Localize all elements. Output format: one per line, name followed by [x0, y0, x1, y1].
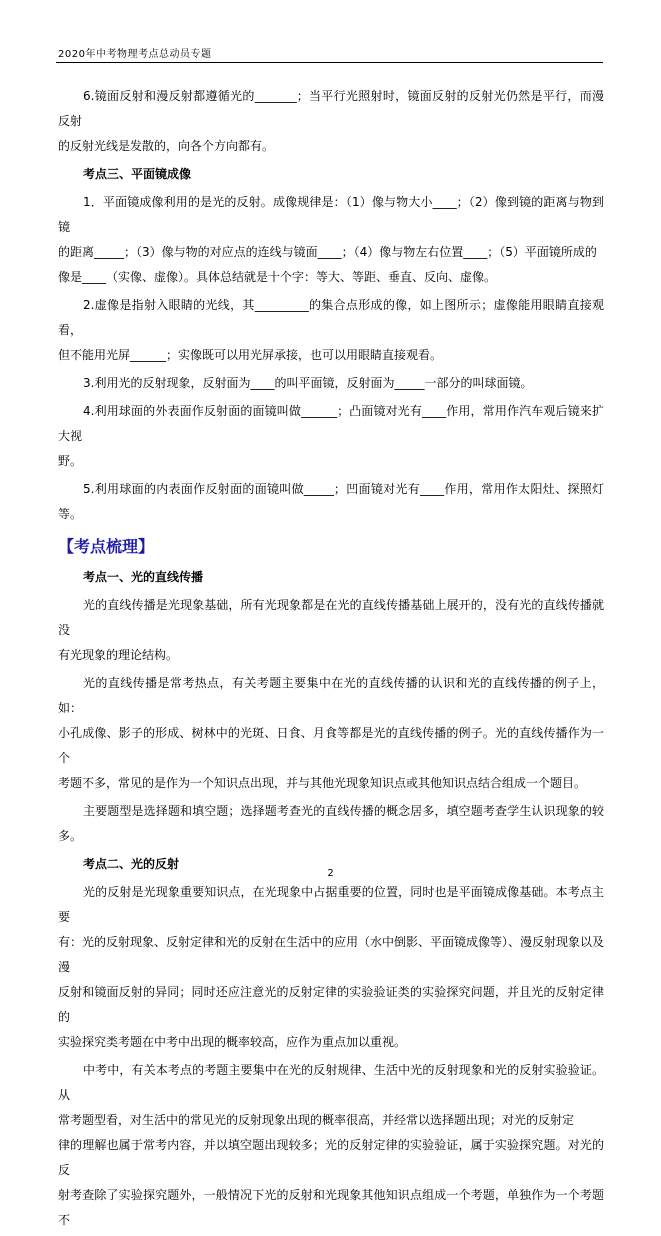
page-header: 2020年中考物理考点总动员专题: [58, 49, 212, 60]
header-rule: [56, 62, 603, 63]
page-number: 2: [327, 868, 334, 879]
k1-paragraph-1: [58, 593, 604, 668]
k1-paragraph-3: [58, 799, 604, 849]
text-line: 3.利用光的反射现象，反射面为____的叫平面镜，反射面为_____一部分的叫球面镜。: [83, 376, 533, 390]
text-line: 有：光的反射现象、反射定律和光的反射在生活中的应用（水中倒影、平面镜成像等）、漫反射现象以及漫: [58, 935, 605, 974]
text-line: 光的直线传播是常考热点，有关考题主要集中在光的直线传播的认识和光的直线传播的例子上，如：: [58, 676, 604, 715]
text-line: 4.利用球面的外表面作反射面的面镜叫做______；凸面镜对光有____作用，常用作汽车观后镜来扩大视: [58, 404, 604, 443]
recall-k3-item-3: [58, 371, 604, 396]
recall-k3-item-1: [58, 190, 604, 290]
text-line: 射考查除了实验探究题外，一般情况下光的反射和光现象其他知识点组成一个考题，单独作为一个考题不: [58, 1188, 604, 1227]
k2-paragraph-1: [58, 880, 604, 1055]
text-line: 考题不多，常见的是作为一个知识点出现，并与其他光现象知识点或其他知识点结合组成一个题目。: [58, 776, 587, 790]
text-line: 反射和镜面反射的异同；同时还应注意光的反射定律的实验验证类的实验探究问题，并且光的反射定律的: [58, 985, 604, 1024]
text-line: 野。: [58, 454, 83, 468]
text-line: 2.虚像是指射入眼睛的光线，其_________的集合点形成的像，如上图所示；虚像能用眼睛直接观看，: [58, 298, 604, 337]
recall-k3-item-4: [58, 399, 604, 474]
section-title-k2: 考点二、光的反射: [83, 857, 180, 871]
k2-paragraph-2: [58, 1058, 604, 1233]
text-line: 1．平面镜成像利用的是光的反射。成像规律是：（1）像与物大小____；（2）像到镜的距离与物到镜: [58, 195, 604, 234]
recall-k3-item-5: [58, 477, 604, 527]
text-line: 实验探究类考题在中考中出现的概率较高，应作为重点加以重视。: [58, 1035, 407, 1049]
text-line: 主要题型是选择题和填空题；选择题考查光的直线传播的概念居多，填空题考查学生认识现象的较多。: [58, 804, 604, 843]
text-line: 的反射光线是发散的，向各个方向都有。: [58, 139, 275, 153]
recall-k3-item-2: [58, 293, 604, 368]
text-line: 常考题型看，对生活中的常见光的反射现象出现的概率很高，并经常以选择题出现；对光的反射定: [58, 1113, 575, 1127]
text-line: 5.利用球面的内表面作反射面的面镜叫做_____；凹面镜对光有____作用，常用作太阳灶、探照灯等。: [58, 482, 604, 521]
text-line: 律的理解也属于常考内容，并以填空题出现较多；光的反射定律的实验验证，属于实验探究题。对光的反: [58, 1138, 604, 1177]
section-title-k1: 考点一、光的直线传播: [83, 570, 204, 584]
text-line: 有光现象的理论结构。: [58, 648, 179, 662]
k1-paragraph-2: [58, 671, 604, 796]
page-content: [58, 84, 604, 1236]
recall-item-6: [58, 84, 604, 159]
text-line: 光的直线传播是光现象基础，所有光现象都是在光的直线传播基础上展开的，没有光的直线传播就没: [58, 598, 604, 637]
text-line: 的距离_____；（3）像与物的对应点的连线与镜面____；（4）像与物左右位置____；（5）平面镜所成的: [58, 245, 597, 259]
text-line: 6.镜面反射和漫反射都遵循光的_______；当平行光照射时，镜面反射的反射光仍然是平行，而漫反射: [58, 89, 604, 128]
text-line: 但不能用光屏______；实像既可以用光屏承接，也可以用眼睛直接观看。: [58, 348, 443, 362]
text-line: 小孔成像、影子的形成、树林中的光斑、日食、月食等都是光的直线传播的例子。光的直线传播作为一个: [58, 726, 604, 765]
text-line: 光的反射是光现象重要知识点，在光现象中占据重要的位置，同时也是平面镜成像基础。本考点主要: [58, 885, 604, 924]
text-line: 中考中，有关本考点的考题主要集中在光的反射规律、生活中光的反射现象和光的反射实验验证。从: [58, 1063, 604, 1102]
text-line: 像是____（实像、虚像）。具体总结就是十个字：等大、等距、垂直、反向、虚像。: [58, 270, 497, 284]
section-title-k3: 考点三、平面镜成像: [83, 167, 192, 181]
section-heading-review: 【考点梳理】: [58, 537, 155, 556]
